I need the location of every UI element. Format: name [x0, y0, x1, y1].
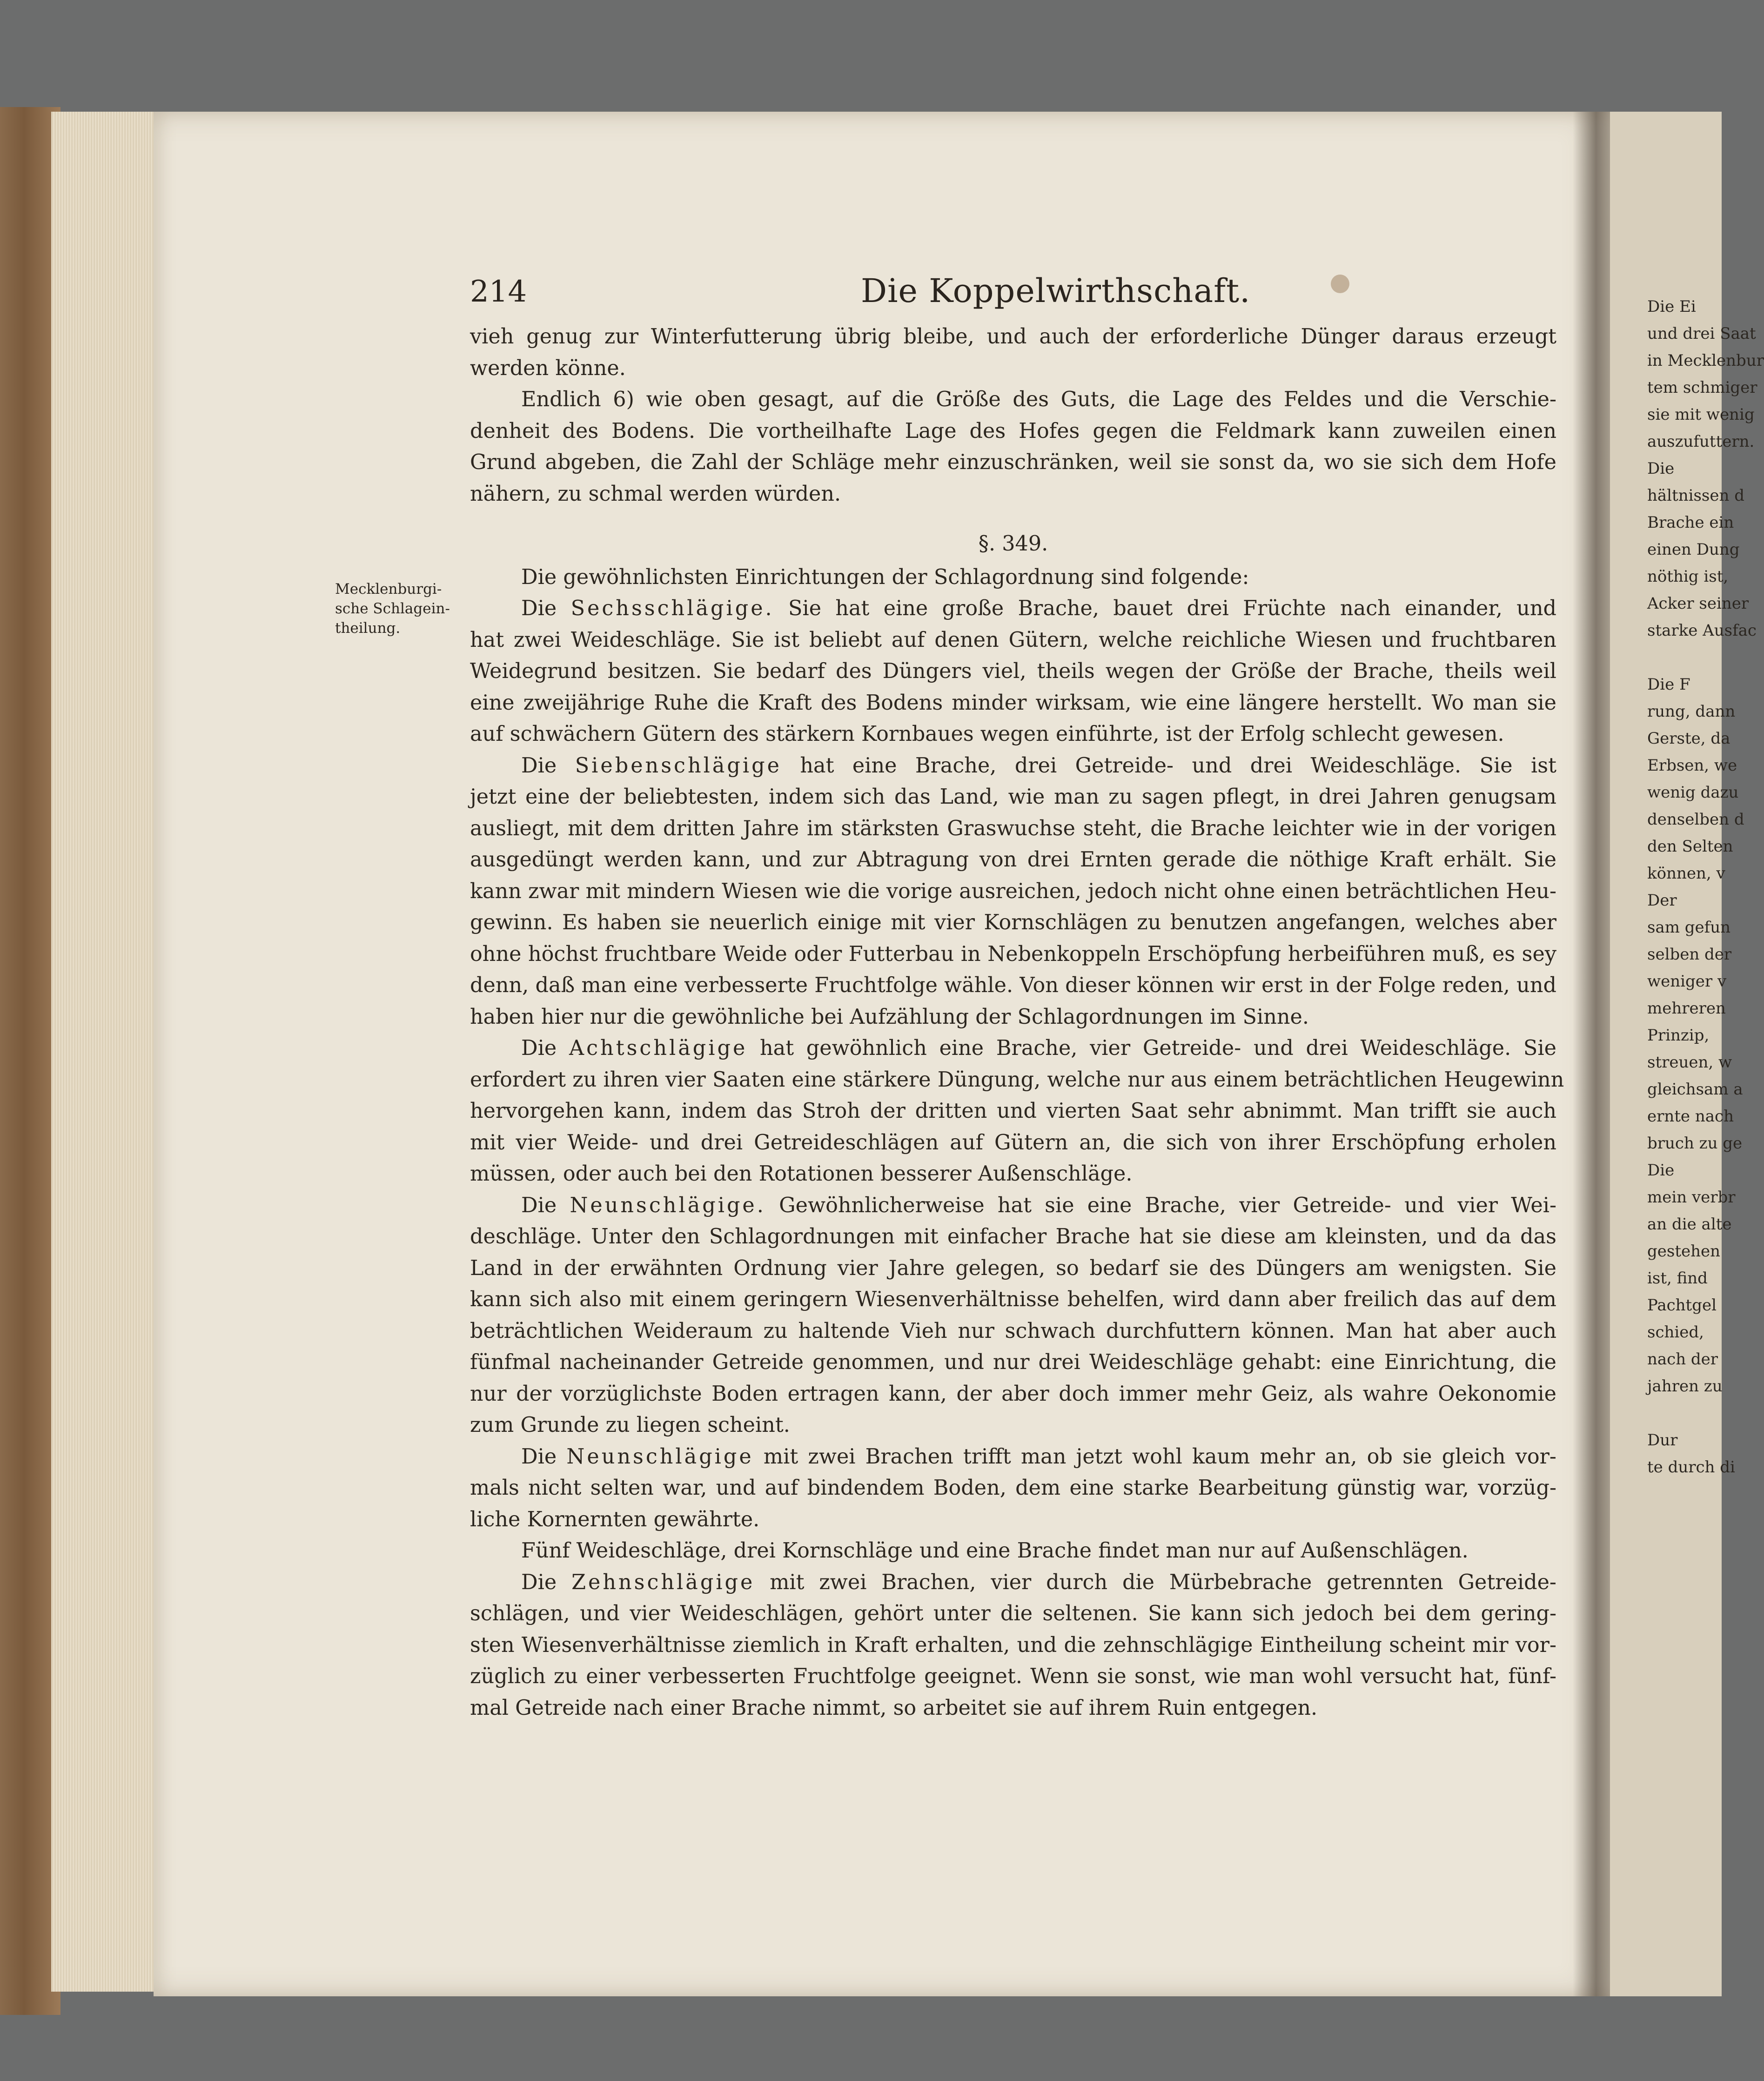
- text-line: auf schwächern Gütern des stärkern Kornbaues wegen einführte, ist der Erfolg schlecht gewesen.: [470, 722, 1504, 746]
- facing-page-line: und drei Saat: [1647, 324, 1756, 343]
- text-line: zum Grunde zu liegen scheint.: [470, 1413, 790, 1437]
- text-line: eine zweijährige Ruhe die Kraft des Bodens minder wirksam, wie eine längere herstellt. Wo man sie: [470, 691, 1556, 715]
- text-line: haben hier nur die gewöhnliche bei Aufzählung der Schlagordnungen im Sinne.: [470, 1005, 1309, 1029]
- text-line: ausliegt, mit dem dritten Jahre im stärksten Graswuchse steht, die Brache leichter wie in der vorigen: [470, 816, 1556, 840]
- text-line: jetzt eine der beliebtesten, indem sich das Land, wie man zu sagen pflegt, in drei Jahren genugsam: [470, 785, 1556, 809]
- facing-page-line: Die: [1647, 1161, 1675, 1180]
- facing-page-line: schied,: [1647, 1323, 1704, 1342]
- text-line: liche Kornernten gewährte.: [470, 1507, 760, 1531]
- line-rest: hat eine Brache, drei Getreide- und drei Weideschläge. Sie ist: [800, 753, 1556, 778]
- text-line: denn, daß man eine verbesserte Fruchtfolge wähle. Von dieser können wir erst in der Folge reden, und: [470, 973, 1556, 997]
- facing-page-line: ist, find: [1647, 1269, 1708, 1288]
- text-line: sten Wiesenverhältnisse ziemlich in Kraft erhalten, und die zehnschlägige Eintheilung scheint mir vor-: [470, 1633, 1556, 1657]
- text-line: kann zwar mit mindern Wiesen wie die vorige ausreichen, jedoch nicht ohne einen beträchtlichen Heu-: [470, 879, 1556, 903]
- running-head: [470, 272, 1559, 321]
- facing-page-line: Acker seiner: [1647, 594, 1749, 613]
- facing-page-line: ernte nach: [1647, 1107, 1734, 1126]
- text-line: Fünf Weideschläge, drei Kornschläge und eine Brache findet man nur auf Außenschlägen.: [521, 1539, 1469, 1563]
- facing-page-line: den Selten: [1647, 837, 1733, 856]
- text-line: nur der vorzüglichste Boden ertragen kann, der aber doch immer mehr Geiz, als wahre Oekonomie: [470, 1382, 1556, 1406]
- facing-page-line: mehreren: [1647, 999, 1726, 1018]
- facing-page-line: nöthig ist,: [1647, 567, 1729, 586]
- text-line: hat zwei Weideschläge. Sie ist beliebt auf denen Gütern, welche reichliche Wiesen und fruchtbaren: [470, 628, 1556, 652]
- text-line: ausgedüngt werden kann, und zur Abtragung von drei Ernten gerade die nöthige Kraft erhält. Sie: [470, 848, 1556, 872]
- text-line: mals nicht selten war, und auf bindendem Boden, dem eine starke Bearbeitung günstig war, vorzüg-: [470, 1476, 1556, 1500]
- paragraph-first-line: [470, 1441, 1556, 1473]
- facing-page-line: auszufuttern.: [1647, 432, 1755, 451]
- body-text: [470, 321, 1564, 1724]
- facing-page-line: hältnissen d: [1647, 486, 1744, 505]
- line-start: Die: [521, 1193, 557, 1217]
- margin-note-line: sche Schlagein-: [335, 600, 450, 617]
- line-start: Die: [521, 1036, 557, 1060]
- text-line: beträchtlichen Weideraum zu haltende Vieh nur schwach durchfuttern können. Man hat aber auch: [470, 1319, 1556, 1343]
- text-line: Grund abgeben, die Zahl der Schläge mehr einzuschränken, weil sie sonst da, wo sie sich dem Hofe: [470, 450, 1556, 474]
- line-start: Die: [521, 753, 557, 778]
- facing-page-line: gestehen: [1647, 1242, 1721, 1261]
- text-line: Die gewöhnlichsten Einrichtungen der Schlagordnung sind folgende:: [521, 565, 1249, 589]
- text-line: vieh genug zur Winterfutterung übrig bleibe, und auch der erforderliche Dünger daraus erzeugt: [470, 325, 1556, 349]
- paragraph-first-line: [470, 750, 1556, 782]
- facing-page-line: Erbsen, we: [1647, 756, 1737, 775]
- term-zehnschlaegige: Zehnschlägige: [571, 1570, 755, 1594]
- facing-page-line: Der: [1647, 891, 1677, 910]
- facing-page-line: mein verbr: [1647, 1188, 1736, 1207]
- facing-page-line: streuen, w: [1647, 1053, 1732, 1072]
- margin-note-line: Mecklenburgi-: [335, 581, 442, 597]
- text-line: ohne höchst fruchtbare Weide oder Futterbau in Nebenkoppeln Erschöpfung herbeiführen muß, es sey: [470, 942, 1556, 966]
- line-rest: Sie hat eine große Brache, bauet drei Früchte nach einander, und: [788, 597, 1556, 620]
- section-heading: §. 349.: [978, 532, 1048, 556]
- text-line: fünfmal nacheinander Getreide genommen, und nur drei Weideschläge gehabt: eine Einrichtung, die: [470, 1350, 1556, 1374]
- facing-page-line: in Mecklenbur: [1647, 351, 1764, 370]
- facing-page-line: rung, dann: [1647, 702, 1736, 721]
- term-neunschlaegige-zwei-brachen: Neunschlägige: [566, 1444, 754, 1469]
- paragraph-first-line: [470, 1567, 1556, 1598]
- line-rest: Gewöhnlicherweise hat sie eine Brache, vier Getreide- und vier Wei-: [779, 1193, 1556, 1217]
- term-neunschlaegige: Neunschlägige.: [570, 1193, 766, 1217]
- paragraph-first-line: [470, 1033, 1556, 1064]
- facing-page-line: denselben d: [1647, 810, 1744, 829]
- text-line: züglich zu einer verbesserten Fruchtfolge geeignet. Wenn sie sonst, wie man wohl versucht hat, fünf-: [470, 1665, 1556, 1688]
- margin-note: [335, 579, 475, 638]
- term-achtschlaegige: Achtschlägige: [569, 1036, 748, 1060]
- facing-page-line: sam gefun: [1647, 918, 1731, 937]
- facing-page-line: einen Dung: [1647, 540, 1740, 559]
- facing-page-line: Prinzip,: [1647, 1026, 1710, 1045]
- facing-page-line: Brache ein: [1647, 513, 1734, 532]
- line-start: Die: [521, 597, 557, 620]
- running-head-title: Die Koppelwirthschaft.: [861, 272, 1251, 310]
- facing-page-line: [1647, 644, 1722, 671]
- paragraph-first-line: [470, 593, 1556, 624]
- line-start: Die: [521, 1570, 557, 1594]
- facing-page-line: Die: [1647, 459, 1675, 478]
- facing-page-line: gleichsam a: [1647, 1080, 1743, 1099]
- text-line: deschläge. Unter den Schlagordnungen mit einfacher Brache hat sie diese am kleinsten, und da das: [470, 1225, 1556, 1249]
- facing-page-line: wenig dazu: [1647, 783, 1739, 802]
- facing-page-line: Gerste, da: [1647, 729, 1730, 748]
- facing-page-line: Die F: [1647, 675, 1690, 694]
- facing-page-line: nach der: [1647, 1350, 1718, 1369]
- facing-page-line: sie mit wenig: [1647, 405, 1755, 424]
- text-line: Endlich 6) wie oben gesagt, auf die Größe des Guts, die Lage des Feldes und die Verschie-: [521, 388, 1556, 411]
- text-line: schlägen, und vier Weideschlägen, gehört unter die seltenen. Sie kann sich jedoch bei dem gering-: [470, 1602, 1556, 1625]
- facing-page-line: te durch di: [1647, 1458, 1735, 1477]
- facing-page-line: starke Ausfac: [1647, 621, 1757, 640]
- text-line: kann sich also mit einem geringern Wiesenverhältnisse behelfen, wird dann aber freilich das auf dem: [470, 1288, 1556, 1311]
- text-line: erfordert zu ihren vier Saaten eine stärkere Düngung, welche nur aus einem beträchtlichen Heugewinn: [470, 1067, 1564, 1092]
- line-rest: mit zwei Brachen trifft man jetzt wohl kaum mehr an, ob sie gleich vor-: [763, 1444, 1556, 1469]
- facing-page-line: Die Ei: [1647, 297, 1696, 316]
- text-line: müssen, oder auch bei den Rotationen besserer Außenschläge.: [470, 1162, 1133, 1186]
- facing-page-line: tem schmiger: [1647, 378, 1757, 397]
- facing-page-line: selben der: [1647, 945, 1732, 964]
- text-line: denheit des Bodens. Die vortheilhafte Lage des Hofes gegen die Feldmark kann zuweilen einen: [470, 419, 1556, 443]
- facing-page-line: an die alte: [1647, 1215, 1732, 1234]
- text-line: gewinn. Es haben sie neuerlich einige mit vier Kornschlägen zu benutzen angefangen, welches aber: [470, 911, 1556, 934]
- text-line: Weidegrund besitzen. Sie bedarf des Düngers viel, theils wegen der Größe der Brache, theils weil: [470, 659, 1556, 683]
- line-rest: hat gewöhnlich eine Brache, vier Getreide- und drei Weideschläge. Sie: [760, 1036, 1556, 1060]
- page-number: 214: [470, 275, 527, 309]
- facing-page-line: können, v: [1647, 864, 1725, 883]
- text-line: mit vier Weide- und drei Getreideschlägen auf Gütern an, die sich von ihrer Erschöpfung erholen: [470, 1130, 1556, 1155]
- margin-note-line: theilung.: [335, 620, 401, 637]
- facing-page-line: bruch zu ge: [1647, 1134, 1743, 1153]
- facing-page-line: [1647, 1400, 1722, 1427]
- term-siebenschlaegige: Siebenschlägige: [575, 753, 782, 778]
- line-rest: mit zwei Brachen, vier durch die Mürbebrache getrennten Getreide-: [770, 1570, 1556, 1594]
- facing-page-line: Dur: [1647, 1431, 1678, 1450]
- line-start: Die: [521, 1444, 557, 1469]
- facing-page-line: weniger v: [1647, 972, 1727, 991]
- text-line: werden könne.: [470, 356, 626, 380]
- facing-page-line: Pachtgel: [1647, 1296, 1717, 1315]
- text-line: Land in der erwähnten Ordnung vier Jahre gelegen, so bedarf sie des Düngers am wenigsten. Sie: [470, 1256, 1556, 1280]
- facing-page-text: [1647, 293, 1764, 1481]
- term-sechsschlaegige: Sechsschlägige.: [570, 597, 774, 620]
- facing-page-line: jahren zu: [1647, 1377, 1723, 1396]
- text-line: mal Getreide nach einer Brache nimmt, so arbeitet sie auf ihrem Ruin entgegen.: [470, 1696, 1318, 1720]
- paragraph-first-line: [470, 1190, 1556, 1222]
- text-line: nähern, zu schmal werden würden.: [470, 482, 841, 506]
- text-line: hervorgehen kann, indem das Stroh der dritten und vierten Saat sehr abnimmt. Man trifft sie auch: [470, 1099, 1556, 1123]
